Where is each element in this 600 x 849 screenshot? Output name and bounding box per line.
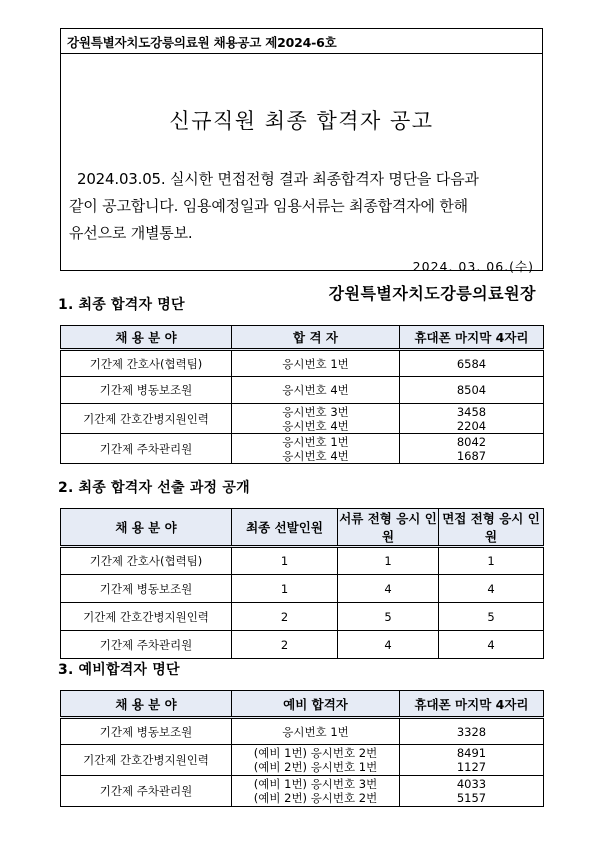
table-header: 휴대폰 마지막 4자리 <box>400 326 544 350</box>
section-2-title: 2. 최종 합격자 선출 과정 공개 <box>58 480 250 496</box>
phone-line: 8491 <box>456 746 487 760</box>
section-1-title: 1. 최종 합격자 명단 <box>58 297 185 313</box>
doc-count-cell: 4 <box>338 631 439 659</box>
header-line: 응시 인원 <box>381 511 437 544</box>
table-row <box>61 776 544 807</box>
field-cell: 기간제 간호사(협력팀) <box>61 547 232 575</box>
final-passers-table <box>60 325 544 464</box>
final-count-cell: 1 <box>232 575 338 603</box>
notice-body-line: 유선으로 개별통보. <box>69 224 193 242</box>
phone-cell <box>400 404 544 434</box>
table-header: 채 용 분 야 <box>61 326 232 350</box>
table-row <box>61 404 544 434</box>
passer-cell <box>232 404 400 434</box>
header-line: 면접 전형 <box>442 511 495 526</box>
phone-line: 8042 <box>456 434 487 449</box>
notice-organization: 강원특별자치도강릉의료원장 <box>328 284 536 303</box>
final-count-cell: 1 <box>232 547 338 575</box>
passer-cell: 응시번호 1번 <box>232 350 400 377</box>
table-row <box>61 575 544 603</box>
passer-cell <box>232 776 400 807</box>
notice-box <box>60 28 543 303</box>
table-row <box>61 547 544 575</box>
field-cell: 기간제 병동보조원 <box>61 718 232 745</box>
interview-count-cell: 4 <box>439 575 544 603</box>
field-cell: 기간제 주차관리원 <box>61 776 232 807</box>
table-row <box>61 603 544 631</box>
field-cell: 기간제 주차관리원 <box>61 631 232 659</box>
selection-process-table <box>60 508 544 659</box>
passer-cell <box>232 745 400 776</box>
table-row <box>61 631 544 659</box>
passer-cell <box>232 434 400 464</box>
page-title: 신규직원 최종 합격자 공고 <box>169 109 434 133</box>
passer-cell: 응시번호 4번 <box>232 377 400 404</box>
table-row <box>61 745 544 776</box>
table-header: 예비 합격자 <box>232 691 400 718</box>
table-row <box>61 350 544 377</box>
field-cell: 기간제 병동보조원 <box>61 575 232 603</box>
header-line: 응시 인원 <box>484 511 540 544</box>
notice-divider <box>61 53 542 54</box>
doc-count-cell: 1 <box>338 547 439 575</box>
notice-body <box>69 166 534 247</box>
notice-date: 2024. 03. 06.(수) <box>412 259 534 274</box>
table-header <box>338 509 439 547</box>
passer-cell: 응시번호 1번 <box>232 718 400 745</box>
passer-line: (예비 2번) 응시번호 2번 <box>253 791 378 805</box>
phone-line: 5157 <box>456 791 487 805</box>
phone-line: 3458 <box>456 404 487 419</box>
phone-cell <box>400 434 544 464</box>
final-count-cell: 2 <box>232 631 338 659</box>
interview-count-cell: 4 <box>439 631 544 659</box>
notice-body-line: 2024.03.05. 실시한 면접전형 결과 최종합격자 명단을 다음과 <box>77 170 479 188</box>
phone-line: 1127 <box>456 760 487 774</box>
table-header <box>439 509 544 547</box>
field-cell: 기간제 간호간병지원인력 <box>61 603 232 631</box>
table-header: 합 격 자 <box>232 326 400 350</box>
notice-number: 강원특별자치도강릉의료원 채용공고 제2024-6호 <box>67 35 337 50</box>
passer-line: 응시번호 4번 <box>282 418 349 433</box>
passer-line: (예비 2번) 응시번호 1번 <box>253 760 378 774</box>
passer-line: (예비 1번) 응시번호 3번 <box>253 777 378 791</box>
table-header: 채 용 분 야 <box>61 691 232 718</box>
table-header: 휴대폰 마지막 4자리 <box>400 691 544 718</box>
field-cell: 기간제 간호사(협력팀) <box>61 350 232 377</box>
passer-line: (예비 1번) 응시번호 2번 <box>253 746 378 760</box>
phone-cell: 8504 <box>400 377 544 404</box>
field-cell: 기간제 간호간병지원인력 <box>61 404 232 434</box>
phone-line: 1687 <box>456 448 487 463</box>
field-cell: 기간제 간호간병지원인력 <box>61 745 232 776</box>
section-3-title: 3. 예비합격자 명단 <box>58 662 180 678</box>
interview-count-cell: 5 <box>439 603 544 631</box>
field-cell: 기간제 병동보조원 <box>61 377 232 404</box>
passer-line: 응시번호 4번 <box>282 448 349 463</box>
field-cell: 기간제 주차관리원 <box>61 434 232 464</box>
header-line: 서류 전형 <box>339 511 392 526</box>
final-count-cell: 2 <box>232 603 338 631</box>
reserve-passers-table <box>60 690 544 807</box>
phone-cell: 3328 <box>400 718 544 745</box>
phone-cell <box>400 776 544 807</box>
doc-count-cell: 5 <box>338 603 439 631</box>
phone-cell: 6584 <box>400 350 544 377</box>
passer-line: 응시번호 1번 <box>282 434 349 449</box>
table-header: 채 용 분 야 <box>61 509 232 547</box>
passer-line: 응시번호 3번 <box>282 404 349 419</box>
phone-cell <box>400 745 544 776</box>
table-row <box>61 377 544 404</box>
doc-count-cell: 4 <box>338 575 439 603</box>
table-row <box>61 434 544 464</box>
interview-count-cell: 1 <box>439 547 544 575</box>
phone-line: 4033 <box>456 777 487 791</box>
table-row <box>61 718 544 745</box>
table-header: 최종 선발인원 <box>232 509 338 547</box>
notice-body-line: 같이 공고합니다. 임용예정일과 임용서류는 최종합격자에 한해 <box>69 197 468 215</box>
phone-line: 2204 <box>456 418 487 433</box>
